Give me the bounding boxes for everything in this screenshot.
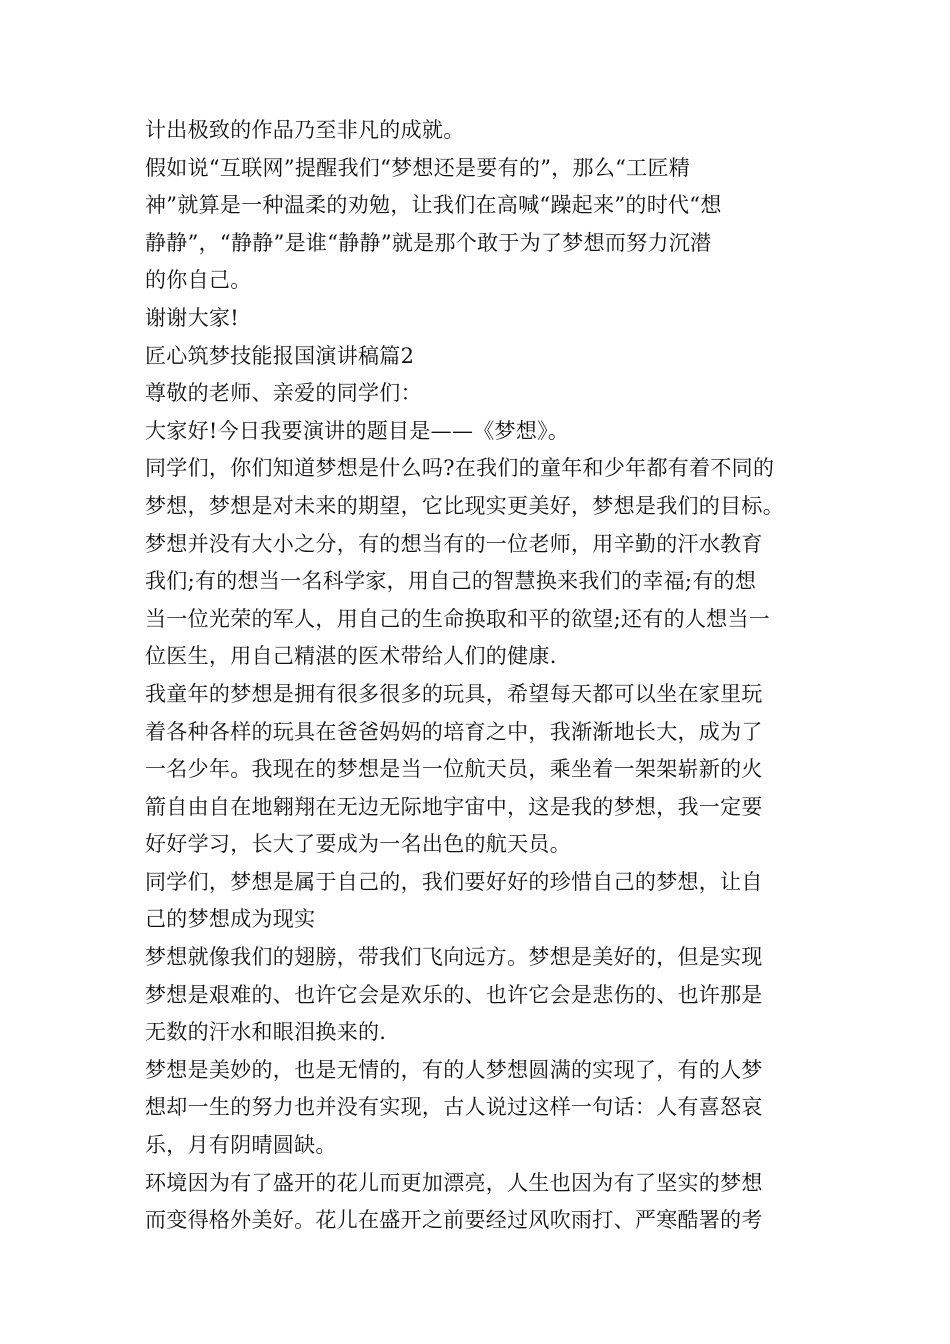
text-line: 假如说“互联网”提醒我们“梦想还是要有的”，那么“工匠精 [145,155,691,180]
text-line: 我童年的梦想是拥有很多很多的玩具，希望每天都可以坐在家里玩 [145,681,763,706]
text-line: 想却一生的努力也并没有实现，古人说过这样一句话：人有喜怒哀 [145,1095,763,1120]
text-line: 箭自由自在地翱翔在无边无际地宇宙中，这是我的梦想，我一定要 [145,794,763,819]
text-line: 梦想就像我们的翅膀，带我们飞向远方。梦想是美好的，但是实现 [145,945,763,970]
text-line: 我们;有的想当一名科学家，用自己的智慧换来我们的幸福;有的想 [145,569,757,594]
text-line: 己的梦想成为现实 [145,907,316,932]
document-body [145,112,810,1240]
text-line: 梦想是艰难的、也许它会是欢乐的、也许它会是悲伤的、也许那是 [145,982,763,1007]
text-line: 乐，月有阴晴圆缺。 [145,1133,337,1158]
text-line: 当一位光荣的军人，用自己的生命换取和平的欲望;还有的人想当一 [145,606,771,631]
text-line: 神”就算是一种温柔的劝勉，让我们在高喊“躁起来”的时代“想 [145,193,722,218]
text-line: 计出极致的作品乃至非凡的成就。 [145,118,465,142]
text-line: 梦想，梦想是对未来的期望，它比现实更美好，梦想是我们的目标。 [145,493,784,518]
text-line: 位医生，用自己精湛的医术带给人们的健康. [145,644,557,669]
text-line: 的你自己。 [145,268,252,293]
salutation: 尊敬的老师、亲爱的同学们： [145,381,422,406]
text-line: 大家好!今日我要演讲的题目是——《梦想》。 [145,418,570,443]
text-line: 静静”，“静静”是谁“静静”就是那个敢于为了梦想而努力沉潜 [145,230,712,255]
text-line: 一名少年。我现在的梦想是当一位航天员，乘坐着一架架崭新的火 [145,757,763,782]
text-line: 而变得格外美好。花儿在盛开之前要经过风吹雨打、严寒酷署的考 [145,1208,763,1233]
text-line: 环境因为有了盛开的花儿而更加漂亮，人生也因为有了坚实的梦想 [145,1170,763,1195]
text-line: 梦想是美妙的，也是无情的，有的人梦想圆满的实现了，有的人梦 [145,1057,763,1082]
text-line: 着各种各样的玩具在爸爸妈妈的培育之中，我渐渐地长大，成为了 [145,719,763,744]
text-line: 同学们，你们知道梦想是什么吗?在我们的童年和少年都有着不同的 [145,456,775,481]
closing-line: 谢谢大家! [145,305,239,330]
text-line: 好好学习，长大了要成为一名出色的航天员。 [145,832,571,857]
section-title: 匠心筑梦技能报国演讲稿篇2 [145,343,415,368]
text-line: 同学们，梦想是属于自己的，我们要好好的珍惜自己的梦想，让自 [145,869,763,894]
text-line: 梦想并没有大小之分，有的想当有的一位老师，用辛勤的汗水教育 [145,531,763,556]
text-line: 无数的汗水和眼泪换来的. [145,1020,387,1045]
